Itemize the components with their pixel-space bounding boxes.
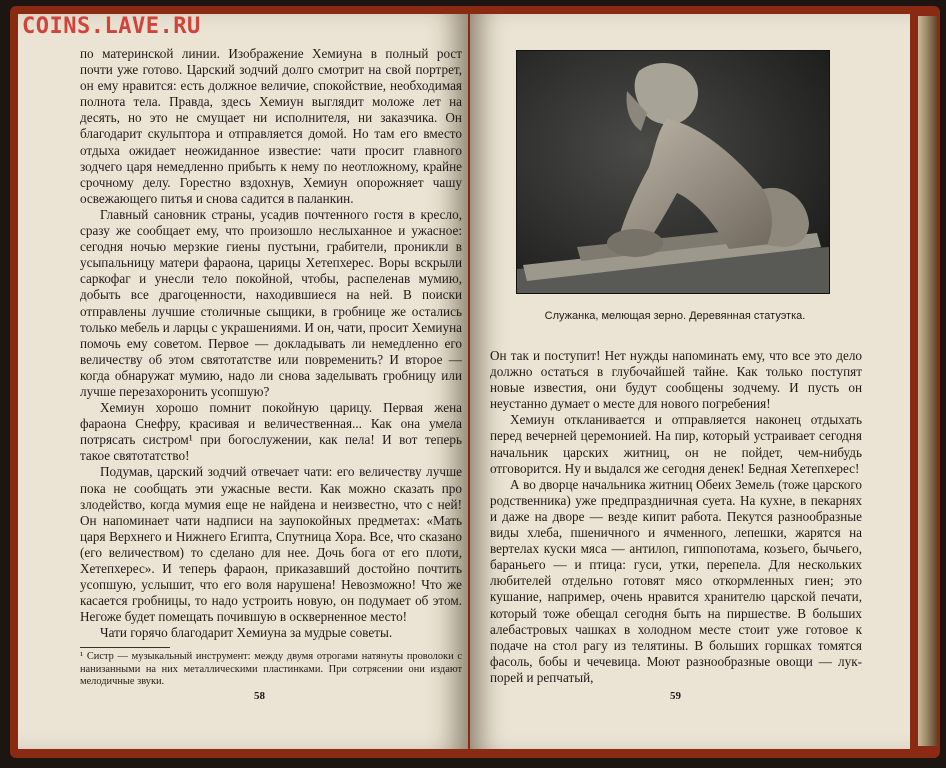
paragraph: по материнской линии. Изображение Хемиуна в полный рост почти уже готово. Царский зодчий долго смотрит на свой портрет, он ему нравится: есть должное величие, спокойствие, необходимая полнота тела. Правда, здесь Хемиун выглядит моложе лет на десять, но это не смущает ни исполнителя, ни заказчика. Он благодарит скульптора и отправляется домой. Но там его вместо отдыха ожидает неожиданное известие: чати просит главного зодчего царя немедленно прибыть к нему по неотложному, крайне срочному делу. Горестно вздохнув, Хемиун опорожняет чашу освежающего питья и снова садится в паланкин. <box>80 46 462 206</box>
paragraph: Хемиун откланивается и отправляется наконец отдыхать перед вечерней церемонией. На пир, который устраивает сегодня начальник царских житниц, он не пойдет, чем-нибудь отговорится. Ну и выдался же сегодня денек! Бедная Хетепхерес! <box>490 412 862 476</box>
right-page <box>470 14 910 749</box>
page-edges <box>918 16 938 746</box>
left-page <box>18 14 468 749</box>
page-number: 58 <box>254 690 265 702</box>
footnote: ¹ Систр — музыкальный инструмент: между двумя отрогами натянуты проволоки с нанизанными на них металлическими пластинками. При сотрясении они издают мелодичные звуки. <box>80 651 462 688</box>
paragraph: Подумав, царский зодчий отвечает чати: его величеству лучше пока не сообщать эти ужасные вести. Как можно сказать про злодейство, когда мумия еще не найдена и неизвестно, что с ней! Он напоминает чати надписи на заупокойных предметах: «Мать царя Верхнего и Нижнего Египта, Спутница Хора. Все, что сказано (его величеством) то сделано для нее. Дочь бога от его плоти, Хетепхерес». И теперь фараон, приказавший достойно почтить усопшую, услышит, что его воля нарушена! Невозможно! Что же касается гробницы, то надо устроить новую, он подумает об этом. Негоже будет помещать почившую в оскверненное место! <box>80 464 462 625</box>
footnote-rule <box>80 647 170 648</box>
right-page-text <box>490 348 862 686</box>
paragraph: Главный сановник страны, усадив почтенного гостя в кресло, сразу же сообщает ему, что произошло неслыханное и ужасное: сегодня ночью мерзкие гиены пустыни, грабители, проникли в усыпальницу матери фараона, царицы Хетепхерес. Воры вскрыли саркофаг и унесли тело покойной, чтобы, распеленав мумию, добыть все драгоценности, находившиеся на ней. В поиски отправлены лучшие столичные сыщики, в гробнице же остались только мебель и ларцы с украшениями. И он, чати, просит Хемиуна помочь ему советом. Первое — докладывать ли немедленно его величеству об этом святотатстве или повременить? И второе — когда обнаружат мумию, надо ли снова заделывать гробницу или лучше перезахоронить усопшую? <box>80 206 462 399</box>
statuette-photo <box>516 50 830 294</box>
left-page-text <box>80 46 462 689</box>
site-watermark: COINS.LAVE.RU <box>22 14 201 39</box>
paragraph: Чати горячо благодарит Хемиуна за мудрые советы. <box>100 625 393 641</box>
image-caption: Служанка, мелющая зерно. Деревянная статуэтка. <box>544 310 806 322</box>
paragraph: Хемиун хорошо помнит покойную царицу. Первая жена фараона Снефру, красивая и величественная... Как она умела потрясать систром¹ при богослужении, как пела! И вот теперь такое святотатство! <box>80 400 462 464</box>
page-number: 59 <box>670 690 681 702</box>
paragraph: А во дворце начальника житниц Обеих Земель (тоже царского родственника) уже предпраздничная суета. На кухне, в пекарнях и даже на дворе — везде кипит работа. Пекутся разнообразные виды хлеба, пшеничного и ячменного, лепешки, жарятся на вертелах куски мяса — антилоп, гиппопотама, козьего, бычьего, бараньего — и птица: гуси, утки, перепела. Для нескольких любителей отдельно готовят мясо откормленных гиен; это кушание, например, очень нравится хранителю царской печати, который тоже обещал сегодня быть на пиршестве. В больших алебастровых чашках в холодном месте стоит уже готовое к подаче на стол рагу из телятины. В больших горшках томятся фасоль, бобы и чечевица. Моют разнообразные овощи — лук-порей и репчатый, <box>490 476 862 685</box>
statuette-image <box>517 51 829 293</box>
paragraph: Он так и поступит! Нет нужды напоминать ему, что все это дело должно остаться в глубочайшей тайне. Как только поступят новые известия, они будут сообщены зодчему. И пусть он неустанно думает о месте для нового погребения! <box>490 348 862 412</box>
